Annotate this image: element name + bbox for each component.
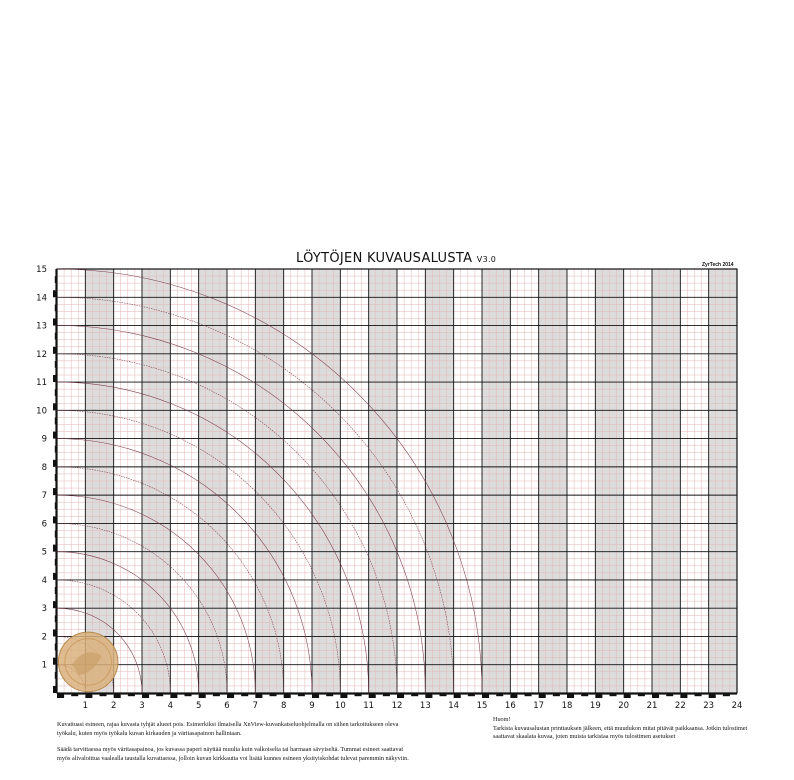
ruler-tick-x — [85, 693, 92, 698]
ruler-tick-x — [100, 693, 107, 696]
ruler-tick-x — [298, 693, 305, 696]
ruler-tick-y — [53, 375, 57, 382]
ruler-tick-x — [255, 693, 262, 698]
ruler-tick-x — [362, 693, 369, 695]
ruler-tick-y — [53, 318, 57, 325]
x-tick-label: 3 — [139, 701, 145, 711]
ruler-tick-x — [425, 693, 432, 698]
ruler-tick-x — [170, 693, 177, 698]
y-tick-label: 15 — [36, 265, 47, 275]
ruler-tick-x — [482, 693, 489, 698]
ruler-tick-x — [64, 693, 71, 695]
ruler-tick-x — [610, 693, 617, 696]
ruler-tick-x — [376, 693, 383, 695]
ruler-tick-x — [71, 693, 78, 696]
ruler-tick-x — [695, 693, 702, 696]
ruler-tick-y — [55, 354, 57, 361]
ruler-tick-y — [55, 509, 57, 516]
x-tick-label: 18 — [561, 701, 573, 711]
ruler-tick-x — [199, 693, 206, 698]
ruler-tick-y — [55, 446, 57, 453]
x-tick-label: 19 — [589, 701, 601, 711]
ruler-tick-x — [532, 693, 539, 695]
ruler-tick-y — [55, 276, 57, 283]
ruler-tick-y — [53, 403, 57, 410]
ruler-tick-y — [53, 573, 57, 580]
ruler-tick-x — [192, 693, 199, 695]
ruler-tick-x — [227, 693, 234, 698]
ruler-tick-x — [581, 693, 588, 696]
ruler-tick-x — [213, 693, 220, 696]
ruler-tick-x — [128, 693, 135, 696]
y-tick-label: 9 — [41, 434, 47, 445]
ruler-tick-x — [206, 693, 213, 695]
ruler-tick-y — [55, 502, 57, 509]
y-tick-label: 10 — [36, 406, 47, 417]
y-tick-label: 14 — [36, 293, 47, 304]
ruler-tick-x — [78, 693, 85, 695]
ruler-tick-y — [55, 679, 57, 686]
ruler-tick-y — [53, 545, 57, 552]
ruler-tick-x — [291, 693, 298, 695]
y-tick-label: 5 — [41, 547, 47, 558]
ruler-tick-y — [55, 439, 57, 446]
y-tick-label: 6 — [41, 519, 47, 530]
instruction-paragraph-2: Säädä tarvittaessa myös väritasapainoa, jos kuvassa paperi näyttää muulta kuin valkoiselta tai harmaan sävyiseltä. Tummat esineet saattavat myös alivaloittua vaalealla taustalla kuvattaessa, jolloin kuvan kirkkautta voi lisätä kunnes esineen yksityiskohdat tulevat paremmin näkyviin. — [57, 746, 409, 762]
ruler-tick-x — [163, 693, 170, 695]
ruler-tick-y — [55, 530, 57, 537]
y-tick-label: 11 — [36, 378, 47, 389]
ruler-tick-x — [673, 693, 680, 695]
ruler-tick-y — [55, 672, 57, 679]
ruler-tick-x — [454, 693, 461, 698]
ruler-tick-x — [411, 693, 418, 696]
x-tick-label: 12 — [391, 701, 403, 711]
ruler-tick-x — [489, 693, 496, 695]
ruler-tick-x — [723, 693, 730, 696]
ruler-tick-x — [510, 693, 517, 698]
ruler-tick-x — [595, 693, 602, 698]
ruler-tick-x — [347, 693, 354, 695]
ruler-tick-x — [305, 693, 312, 695]
ruler-tick-x — [645, 693, 652, 695]
ruler-tick-y — [55, 311, 57, 318]
ruler-tick-x — [553, 693, 560, 696]
ruler-tick-x — [107, 693, 114, 695]
x-tick-label: 17 — [533, 701, 545, 711]
y-tick-label: 12 — [36, 349, 47, 360]
ruler-tick-x — [333, 693, 340, 695]
ruler-tick-y — [55, 361, 57, 368]
ruler-tick-x — [716, 693, 723, 695]
ruler-tick-y — [55, 580, 57, 587]
ruler-tick-x — [390, 693, 397, 695]
ruler-tick-y — [53, 290, 57, 297]
ruler-tick-x — [468, 693, 475, 696]
ruler-tick-y — [55, 523, 57, 530]
ruler-tick-x — [680, 693, 687, 698]
ruler-tick-x — [270, 693, 277, 696]
x-tick-label: 2 — [110, 701, 117, 711]
ruler-tick-x — [652, 693, 659, 698]
ruler-tick-x — [475, 693, 482, 695]
ruler-tick-x — [617, 693, 624, 695]
ruler-tick-x — [404, 693, 411, 695]
ruler-tick-y — [53, 601, 57, 608]
ruler-tick-y — [55, 453, 57, 460]
note-text: Tarkista kuvausalustan printtauksen jälkeen, että muudukon mitat pitävät paikkaansa. Jotkin tulostimet saattavat skaalata kuvaa, joten muista tarkistaa myös tulostimen asetukset — [493, 724, 748, 740]
ruler-tick-x — [241, 693, 248, 696]
ruler-tick-x — [142, 693, 149, 698]
ruler-tick-y — [55, 644, 57, 651]
y-tick-label: 7 — [41, 491, 47, 502]
ruler-tick-x — [248, 693, 255, 695]
ruler-tick-x — [340, 693, 347, 698]
x-tick-label: 9 — [309, 701, 315, 711]
ruler-tick-y — [55, 651, 57, 658]
x-tick-label: 10 — [334, 701, 346, 711]
ruler-tick-x — [312, 693, 319, 698]
ruler-tick-x — [185, 693, 192, 696]
ruler-tick-x — [638, 693, 645, 696]
ruler-tick-y — [55, 382, 57, 389]
ruler-tick-x — [461, 693, 468, 695]
ruler-tick-x — [631, 693, 638, 695]
ruler-tick-x — [447, 693, 454, 695]
ruler-tick-x — [277, 693, 284, 695]
y-tick-label: 13 — [36, 321, 47, 332]
ruler-tick-y — [55, 538, 57, 545]
x-tick-label: 5 — [195, 701, 202, 711]
x-tick-label: 8 — [280, 701, 287, 711]
version-label: V3.0 — [476, 255, 497, 264]
ruler-tick-x — [709, 693, 716, 698]
y-tick-label: 1 — [41, 660, 47, 671]
ruler-tick-y — [55, 481, 57, 488]
ruler-tick-y — [55, 622, 57, 629]
ruler-tick-y — [55, 326, 57, 333]
ruler-tick-y — [53, 460, 57, 467]
ruler-tick-x — [262, 693, 269, 695]
ruler-tick-y — [55, 552, 57, 559]
ruler-tick-x — [503, 693, 510, 695]
ruler-tick-y — [53, 686, 57, 693]
instruction-paragraph-1: Kuvattuasi esineen, rajaa kuvasta tyhjät alueet pois. Esimerkiksi ilmaisella XnView-kuvankatseluohjelmalla on siihen tarkoitukseen oleva työkalu, kuten myös työkalu kuvan kirkauden ja väritasapainon hallintaan. — [57, 721, 399, 737]
ruler-tick-x — [121, 693, 128, 695]
ruler-tick-x — [234, 693, 241, 695]
ruler-tick-y — [55, 283, 57, 290]
instructions-left — [57, 721, 417, 771]
x-tick-label: 1 — [82, 701, 89, 711]
ruler-tick-x — [220, 693, 227, 695]
brand-label: ZyrTech 2014 — [702, 262, 734, 268]
ruler-tick-y — [55, 396, 57, 403]
x-tick-label: 11 — [363, 701, 375, 711]
ruler-tick-x — [156, 693, 163, 696]
ruler-tick-y — [55, 269, 57, 276]
x-tick-label: 23 — [703, 701, 715, 711]
ruler-tick-x — [149, 693, 156, 695]
ruler-tick-x — [355, 693, 362, 696]
x-tick-label: 16 — [504, 701, 516, 711]
x-tick-label: 6 — [224, 701, 230, 711]
ruler-tick-x — [383, 693, 390, 696]
ruler-tick-x — [588, 693, 595, 695]
ruler-tick-x — [730, 693, 737, 695]
y-tick-label: 2 — [41, 632, 47, 643]
ruler-tick-x — [92, 693, 99, 695]
ruler-tick-y — [53, 658, 57, 665]
x-tick-label: 15 — [476, 701, 488, 711]
ruler-tick-x — [687, 693, 694, 695]
ruler-tick-y — [55, 417, 57, 424]
ruler-tick-x — [319, 693, 326, 695]
ruler-tick-x — [440, 693, 447, 696]
ruler-tick-y — [55, 340, 57, 347]
x-tick-label: 13 — [419, 701, 431, 711]
ruler-tick-y — [55, 410, 57, 417]
ruler-tick-y — [55, 474, 57, 481]
ruler-tick-y — [55, 389, 57, 396]
x-tick-label: 7 — [252, 701, 259, 711]
ruler-tick-y — [55, 636, 57, 643]
ruler-tick-y — [55, 467, 57, 474]
ruler-tick-x — [567, 693, 574, 698]
ruler-tick-x — [418, 693, 425, 695]
ruler-tick-y — [55, 297, 57, 304]
note-heading: Huom! — [493, 716, 511, 723]
ruler-tick-y — [55, 333, 57, 340]
ruler-tick-x — [114, 693, 121, 698]
ruler-tick-x — [624, 693, 631, 698]
x-tick-label: 14 — [448, 701, 460, 711]
ruler-tick-x — [659, 693, 666, 695]
ruler-tick-x — [525, 693, 532, 696]
ruler-tick-x — [369, 693, 376, 698]
x-tick-label: 24 — [731, 701, 743, 711]
ruler-tick-x — [284, 693, 291, 698]
ruler-tick-y — [53, 488, 57, 495]
ruler-tick-y — [53, 432, 57, 439]
ruler-tick-y — [55, 587, 57, 594]
x-tick-label: 22 — [674, 701, 686, 711]
ruler-tick-y — [55, 304, 57, 311]
ruler-tick-x — [177, 693, 184, 695]
y-tick-label: 4 — [41, 575, 47, 586]
ruler-tick-y — [55, 424, 57, 431]
ruler-tick-x — [666, 693, 673, 696]
x-tick-label: 4 — [167, 701, 174, 711]
ruler-tick-x — [574, 693, 581, 695]
ruler-tick-y — [55, 566, 57, 573]
coin-photo — [58, 632, 118, 692]
ruler-tick-x — [560, 693, 567, 695]
page-title — [296, 251, 496, 266]
ruler-tick-x — [397, 693, 404, 698]
y-tick-label: 3 — [41, 604, 47, 615]
ruler-tick-x — [432, 693, 439, 695]
x-tick-label: 20 — [618, 701, 630, 711]
ruler-tick-x — [135, 693, 142, 695]
title-text: LÖYTÖJEN KUVAUSALUSTA — [296, 251, 473, 266]
ruler-tick-x — [496, 693, 503, 696]
ruler-tick-y — [55, 665, 57, 672]
ruler-tick-y — [55, 594, 57, 601]
ruler-tick-y — [55, 368, 57, 375]
ruler-tick-x — [702, 693, 709, 695]
ruler-tick-y — [55, 559, 57, 566]
ruler-tick-x — [517, 693, 524, 695]
ruler-tick-x — [602, 693, 609, 695]
ruler-tick-y — [55, 608, 57, 615]
y-tick-label: 8 — [41, 462, 47, 473]
ruler-tick-y — [53, 516, 57, 523]
ruler-tick-x — [57, 693, 64, 698]
ruler-tick-x — [539, 693, 546, 698]
x-tick-label: 21 — [646, 701, 658, 711]
ruler-tick-y — [53, 347, 57, 354]
ruler-tick-x — [546, 693, 553, 695]
ruler-tick-y — [55, 495, 57, 502]
instructions-right — [493, 716, 763, 742]
ruler-tick-y — [55, 615, 57, 622]
ruler-tick-y — [53, 629, 57, 636]
ruler-tick-x — [326, 693, 333, 696]
